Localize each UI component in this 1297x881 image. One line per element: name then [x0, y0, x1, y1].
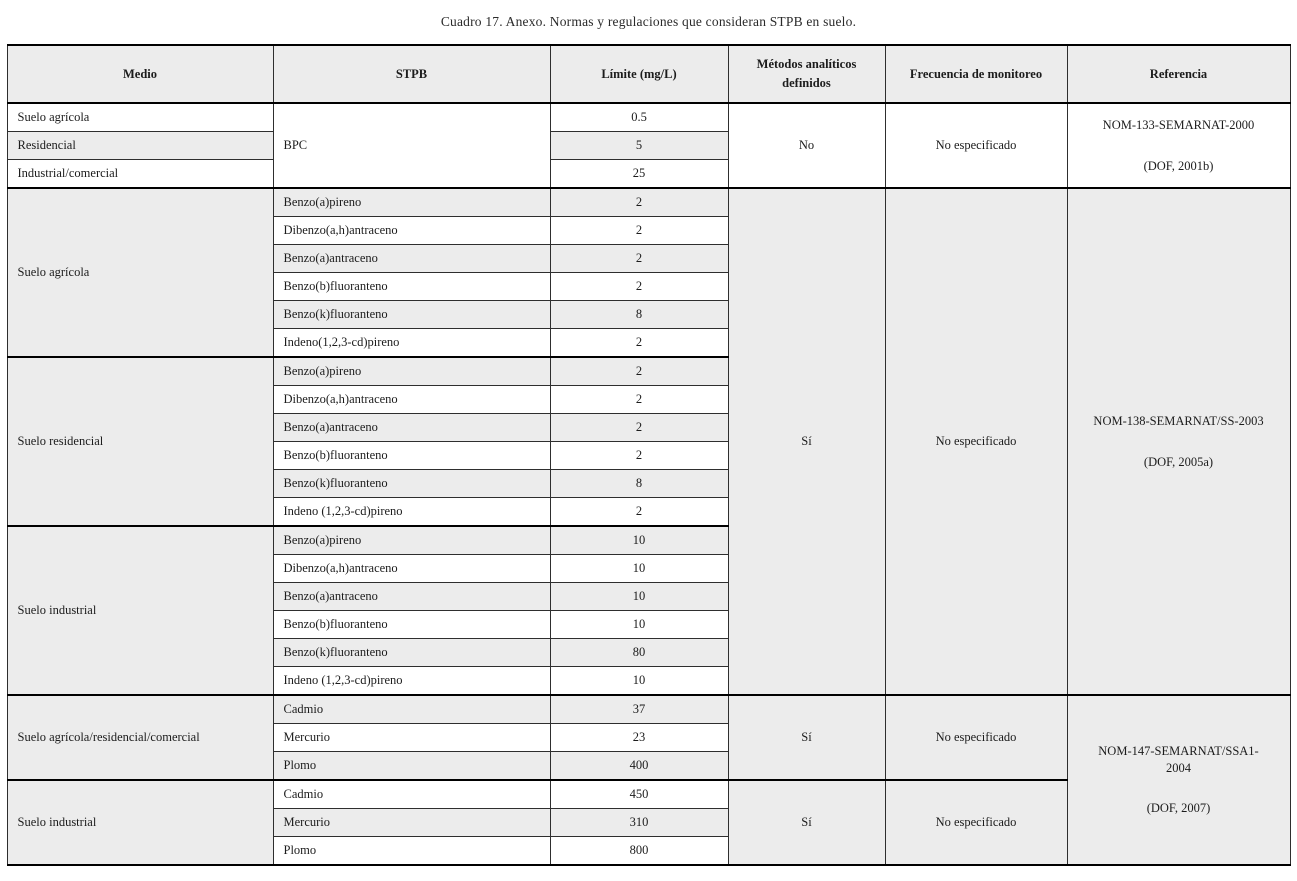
- reference-citation: (DOF, 2007): [1146, 801, 1211, 816]
- cell-limite: 450: [550, 780, 728, 809]
- cell-medio: Suelo industrial: [7, 526, 273, 695]
- cell-limite: 5: [550, 132, 728, 160]
- cell-frecuencia: No especificado: [885, 695, 1067, 780]
- cell-limite: 2: [550, 329, 728, 358]
- cell-stpb: Benzo(b)fluoranteno: [273, 442, 550, 470]
- cell-stpb: Plomo: [273, 752, 550, 781]
- cell-stpb: Dibenzo(a,h)antraceno: [273, 386, 550, 414]
- cell-stpb: Dibenzo(a,h)antraceno: [273, 555, 550, 583]
- table-caption: Cuadro 17. Anexo. Normas y regulaciones que consideran STPB en suelo.: [440, 14, 857, 29]
- cell-referencia: [1067, 103, 1290, 188]
- cell-stpb: Benzo(b)fluoranteno: [273, 273, 550, 301]
- cell-limite: 25: [550, 160, 728, 189]
- cell-metodos: No: [728, 103, 885, 188]
- cell-limite: 10: [550, 555, 728, 583]
- cell-frecuencia: No especificado: [885, 780, 1067, 865]
- table-row: [7, 103, 1290, 132]
- cell-limite: 2: [550, 188, 728, 217]
- cell-limite: 2: [550, 386, 728, 414]
- col-header-stpb: STPB: [273, 45, 550, 103]
- cell-stpb: Benzo(a)antraceno: [273, 414, 550, 442]
- cell-medio: Suelo agrícola: [7, 188, 273, 357]
- col-header-medio: Medio: [7, 45, 273, 103]
- cell-stpb: Benzo(b)fluoranteno: [273, 611, 550, 639]
- regulations-table: [7, 44, 1291, 866]
- cell-limite: 10: [550, 667, 728, 696]
- col-header-referencia: Referencia: [1067, 45, 1290, 103]
- cell-medio: Suelo agrícola/residencial/comercial: [7, 695, 273, 780]
- cell-limite: 800: [550, 837, 728, 866]
- cell-stpb: BPC: [273, 103, 550, 188]
- cell-limite: 2: [550, 414, 728, 442]
- cell-metodos: Sí: [728, 695, 885, 780]
- cell-limite: 2: [550, 217, 728, 245]
- cell-limite: 2: [550, 442, 728, 470]
- reference-name: NOM-138-SEMARNAT/SS-2003: [1093, 413, 1264, 428]
- table-row: [7, 188, 1290, 217]
- reference-name: NOM-133-SEMARNAT-2000: [1102, 117, 1255, 132]
- cell-stpb: Benzo(a)pireno: [273, 526, 550, 555]
- cell-limite: 37: [550, 695, 728, 724]
- cell-stpb: Benzo(a)antraceno: [273, 245, 550, 273]
- cell-stpb: Benzo(a)pireno: [273, 357, 550, 386]
- cell-stpb: Benzo(k)fluoranteno: [273, 301, 550, 329]
- cell-stpb: Benzo(k)fluoranteno: [273, 470, 550, 498]
- cell-limite: 10: [550, 611, 728, 639]
- cell-referencia: [1067, 695, 1290, 865]
- cell-stpb: Mercurio: [273, 724, 550, 752]
- cell-stpb: Cadmio: [273, 780, 550, 809]
- cell-limite: 2: [550, 357, 728, 386]
- cell-medio: Suelo residencial: [7, 357, 273, 526]
- cell-stpb: Mercurio: [273, 809, 550, 837]
- cell-stpb: Benzo(a)antraceno: [273, 583, 550, 611]
- cell-metodos: Sí: [728, 188, 885, 695]
- table-row: [7, 695, 1290, 724]
- cell-stpb: Benzo(k)fluoranteno: [273, 639, 550, 667]
- cell-stpb: Dibenzo(a,h)antraceno: [273, 217, 550, 245]
- cell-limite: 400: [550, 752, 728, 781]
- cell-limite: 8: [550, 470, 728, 498]
- cell-frecuencia: No especificado: [885, 188, 1067, 695]
- cell-limite: 2: [550, 245, 728, 273]
- cell-stpb: Indeno (1,2,3-cd)pireno: [273, 498, 550, 527]
- col-header-metodos: Métodos analíticos definidos: [728, 45, 885, 103]
- reference-citation: (DOF, 2005a): [1143, 454, 1214, 469]
- cell-limite: 10: [550, 526, 728, 555]
- cell-stpb: Indeno (1,2,3-cd)pireno: [273, 667, 550, 696]
- cell-stpb: Indeno(1,2,3-cd)pireno: [273, 329, 550, 358]
- cell-medio: Suelo industrial: [7, 780, 273, 865]
- cell-limite: 2: [550, 273, 728, 301]
- cell-limite: 8: [550, 301, 728, 329]
- reference-citation: (DOF, 2001b): [1143, 158, 1214, 173]
- cell-metodos: Sí: [728, 780, 885, 865]
- cell-limite: 2: [550, 498, 728, 527]
- cell-medio: Residencial: [7, 132, 273, 160]
- cell-frecuencia: No especificado: [885, 103, 1067, 188]
- cell-limite: 80: [550, 639, 728, 667]
- reference-name: NOM-147-SEMARNAT/SSA1-2004: [1098, 743, 1259, 775]
- cell-stpb: Cadmio: [273, 695, 550, 724]
- cell-stpb: Plomo: [273, 837, 550, 866]
- cell-medio: Industrial/comercial: [7, 160, 273, 189]
- header-row: [7, 45, 1290, 103]
- cell-medio: Suelo agrícola: [7, 103, 273, 132]
- cell-limite: 10: [550, 583, 728, 611]
- col-header-limite: Límite (mg/L): [550, 45, 728, 103]
- cell-stpb: Benzo(a)pireno: [273, 188, 550, 217]
- cell-referencia: [1067, 188, 1290, 695]
- cell-limite: 23: [550, 724, 728, 752]
- col-header-frecuencia: Frecuencia de monitoreo: [885, 45, 1067, 103]
- cell-limite: 0.5: [550, 103, 728, 132]
- cell-limite: 310: [550, 809, 728, 837]
